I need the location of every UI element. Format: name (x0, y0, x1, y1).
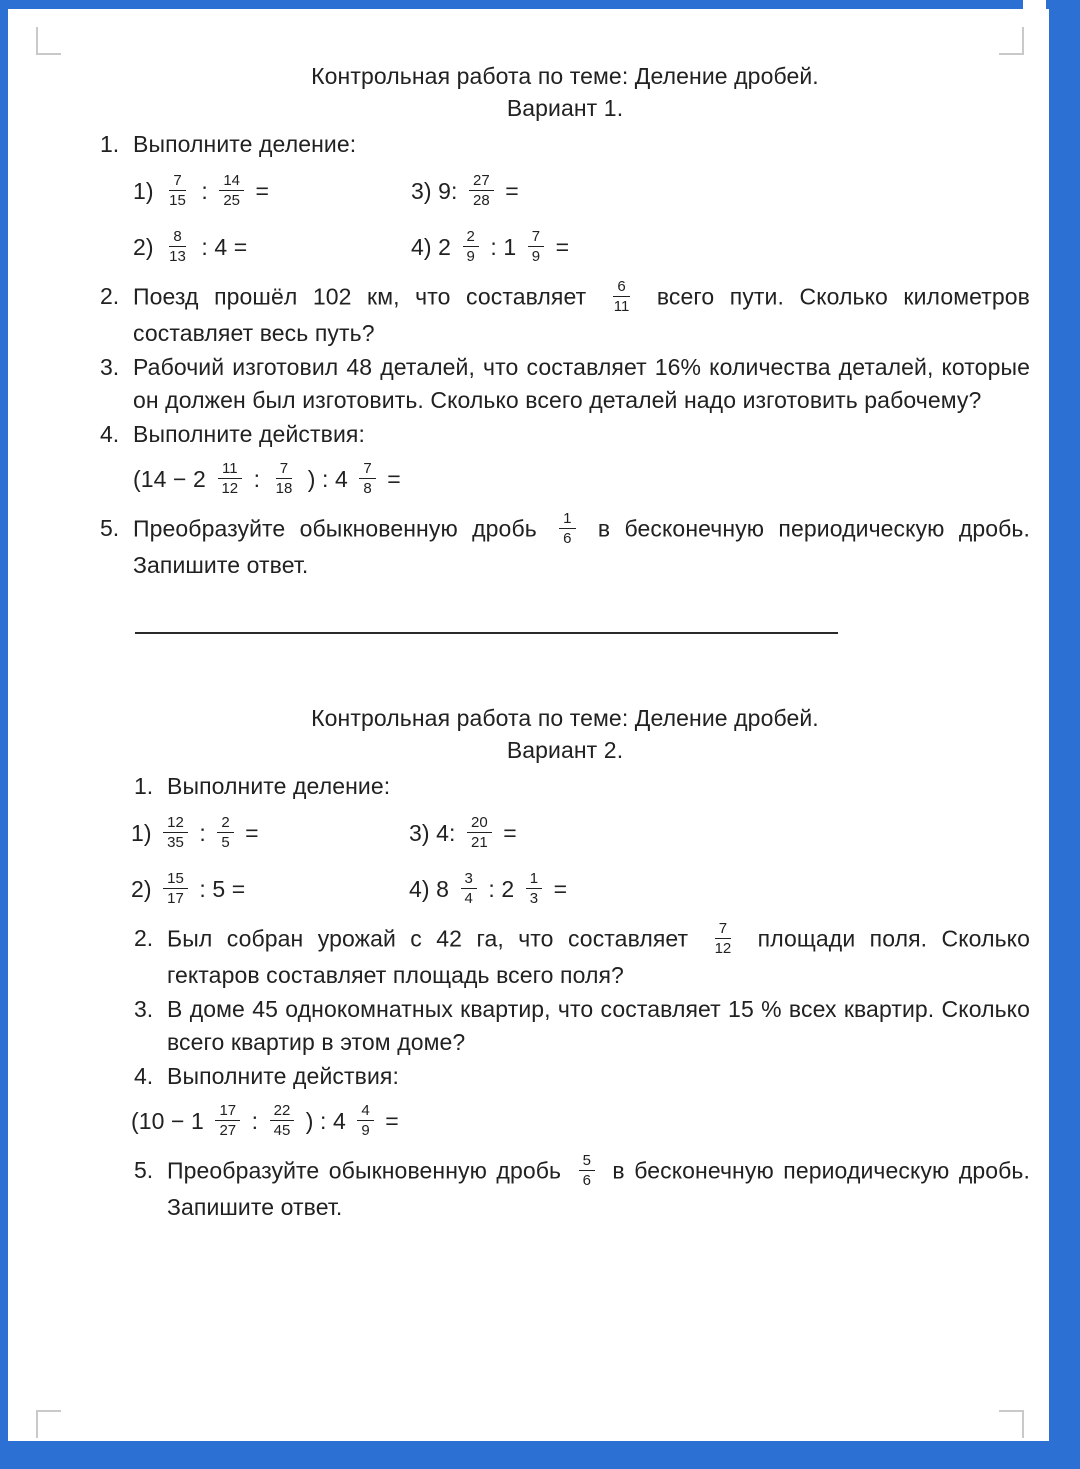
fraction (272, 460, 297, 497)
problem-expression (133, 221, 411, 273)
task-body (131, 1060, 1030, 1153)
worksheet-title: Контрольная работа по теме: Деление дробей. (311, 63, 819, 89)
task-item (100, 770, 1030, 921)
task-item (100, 993, 1030, 1059)
fraction (469, 172, 494, 209)
fraction (559, 510, 575, 547)
task-text (167, 922, 1030, 992)
text-run: = (498, 178, 519, 204)
fraction-denominator: 17 (167, 890, 184, 908)
fraction (579, 1152, 595, 1189)
fraction-numerator: 22 (270, 1102, 295, 1121)
task-body (167, 993, 1030, 1059)
task-item (100, 280, 1030, 350)
worksheet-title: Контрольная работа по теме: Деление дробей. (311, 705, 819, 731)
task-heading: Выполните деление: (167, 773, 391, 799)
task-number: 4. (100, 421, 120, 447)
text-run: Преобразуйте обыкновенную дробь (167, 1157, 571, 1184)
fraction (165, 172, 190, 209)
fraction-numerator: 5 (579, 1152, 595, 1171)
task-number: 5. (100, 515, 120, 541)
text-run: в бесконечную периодическую дробь. Запишите ответ. (133, 515, 1030, 578)
text-run: 4) 2 (411, 234, 458, 260)
text-run: : (194, 178, 215, 204)
document-content (100, 60, 1030, 1225)
text-run: : (245, 1108, 265, 1134)
problem-expression (409, 863, 567, 915)
fraction-denominator: 21 (471, 834, 488, 852)
task-item (100, 418, 1030, 511)
text-run: В доме 45 однокомнатных квартир, что составляет 15 % всех квартир. Сколько всего квартир в этом доме? (167, 996, 1030, 1055)
text-run: ) : 4 (299, 1108, 353, 1134)
fraction-numerator: 17 (215, 1102, 240, 1121)
task-body (133, 351, 1030, 417)
task-number: 3. (134, 996, 154, 1022)
text-run: = (549, 234, 570, 260)
fraction (163, 870, 188, 907)
text-run: 1) (133, 178, 161, 204)
task-text (133, 280, 1030, 350)
fraction-denominator: 6 (582, 1172, 591, 1189)
fraction-denominator: 28 (473, 192, 490, 210)
task-list (100, 128, 1030, 582)
fraction (215, 1102, 240, 1139)
text-run: 4) 8 (409, 876, 456, 902)
section-separator-line (135, 632, 838, 634)
task-heading: Выполните деление: (133, 131, 357, 157)
action-expression (131, 1093, 1030, 1149)
task-item (100, 1060, 1030, 1153)
fraction (217, 460, 242, 497)
text-run: всего пути. Сколько километров составляет весь путь? (133, 283, 1030, 346)
fraction (461, 870, 477, 907)
fraction-denominator: 8 (363, 480, 372, 498)
fraction (219, 172, 244, 209)
task-item (100, 512, 1030, 582)
fraction-denominator: 15 (169, 192, 186, 210)
text-run: Был собран урожай с 42 га, что составляет (167, 925, 703, 952)
text-run: = (547, 876, 568, 902)
fraction-numerator: 15 (163, 870, 188, 889)
fraction-denominator: 45 (273, 1122, 291, 1140)
fraction-numerator: 20 (467, 814, 492, 833)
text-run: Рабочий изготовил 48 деталей, что составляет 16% количества деталей, которые он должен был изготовить. Сколько всего деталей надо изготовить рабочему? (133, 354, 1030, 413)
variant-label: Вариант 1. (506, 95, 624, 121)
text-run: Преобразуйте обыкновенную дробь (133, 515, 552, 542)
task-number: 2. (100, 283, 120, 309)
fraction-numerator: 6 (613, 278, 629, 297)
fraction (526, 870, 542, 907)
fraction-numerator: 3 (461, 870, 477, 889)
problem-expression (131, 863, 409, 915)
fraction (270, 1102, 295, 1139)
text-run: 3) 4: (409, 820, 463, 846)
fraction-numerator: 11 (218, 460, 242, 479)
task-item (100, 1154, 1030, 1224)
fraction (610, 278, 634, 315)
fraction-numerator: 7 (169, 172, 185, 191)
task-text (133, 512, 1030, 582)
task-body (133, 280, 1030, 350)
task-number: 2. (134, 925, 154, 951)
fraction-denominator: 9 (361, 1122, 370, 1140)
task-item (100, 128, 1030, 279)
text-run: (10 − 1 (131, 1108, 211, 1134)
task-heading: Выполните действия: (167, 1063, 399, 1089)
fraction-denominator: 13 (169, 248, 186, 266)
text-run: (14 − 2 (133, 466, 213, 492)
task-heading: Выполните действия: (133, 421, 365, 447)
variant-label: Вариант 2. (506, 737, 624, 763)
task-text (167, 993, 1030, 1059)
fraction-numerator: 12 (163, 814, 188, 833)
action-expression (133, 451, 1030, 507)
task-body (167, 922, 1030, 992)
text-run: = (249, 178, 270, 204)
fraction-numerator: 1 (526, 870, 542, 889)
fraction (463, 228, 479, 265)
fraction-numerator: 2 (217, 814, 233, 833)
task-number: 1. (134, 773, 154, 799)
text-run: ) : 4 (301, 466, 355, 492)
app-frame-right (1049, 0, 1080, 1469)
fraction-denominator: 35 (167, 834, 184, 852)
page-corner-mark-bottom-left (36, 1410, 61, 1438)
fraction-numerator: 4 (357, 1102, 373, 1121)
fraction-denominator: 12 (714, 940, 732, 957)
app-frame-left (0, 0, 8, 1469)
problems-grid (133, 165, 1030, 273)
fraction-numerator: 7 (359, 460, 375, 479)
task-body (133, 418, 1030, 511)
task-text (167, 1154, 1030, 1224)
page-corner-mark-bottom-right (999, 1410, 1024, 1438)
task-item (100, 351, 1030, 417)
fraction-denominator: 3 (529, 890, 539, 908)
fraction (163, 814, 188, 851)
worksheet-variant-2 (100, 702, 1030, 1224)
app-frame-bottom (0, 1441, 1080, 1469)
app-frame-top (0, 0, 1080, 9)
fraction (711, 920, 736, 957)
fraction-denominator: 25 (223, 192, 241, 210)
problem-expression (409, 807, 567, 859)
fraction (165, 228, 190, 265)
fraction (217, 814, 233, 851)
frame-notch (1023, 0, 1046, 17)
text-run: площади поля. Сколько гектаров составляет площадь всего поля? (167, 925, 1030, 988)
task-body (131, 770, 1030, 921)
fraction-numerator: 27 (469, 172, 494, 191)
fraction-numerator: 8 (169, 228, 185, 247)
text-run: : 5 = (192, 876, 246, 902)
text-run: 1) (131, 820, 159, 846)
task-item (100, 922, 1030, 992)
text-run: 2) (131, 876, 159, 902)
fraction-numerator: 2 (463, 228, 479, 247)
text-run: = (238, 820, 259, 846)
text-run: : 4 = (194, 234, 248, 260)
text-run: = (496, 820, 517, 846)
fraction-numerator: 1 (559, 510, 575, 529)
text-run: 3) 9: (411, 178, 465, 204)
problem-expression (131, 807, 409, 859)
fraction-denominator: 9 (531, 248, 541, 266)
text-run: Поезд прошёл 102 км, что составляет (133, 283, 602, 310)
task-list (100, 770, 1030, 1224)
task-text (133, 351, 1030, 417)
problem-expression (411, 165, 569, 217)
fraction (467, 814, 492, 851)
fraction (357, 1102, 373, 1139)
problems-grid (131, 807, 1030, 915)
fraction-numerator: 14 (219, 172, 244, 191)
task-number: 3. (100, 354, 120, 380)
text-run: = (380, 466, 401, 492)
fraction-numerator: 7 (528, 228, 544, 247)
fraction (359, 460, 375, 497)
text-run: 2) (133, 234, 161, 260)
page-corner-mark-top-left (36, 27, 61, 55)
task-body (167, 1154, 1030, 1224)
fraction-denominator: 5 (221, 834, 230, 852)
fraction-denominator: 4 (464, 890, 473, 908)
task-body (133, 512, 1030, 582)
fraction-denominator: 12 (221, 480, 239, 498)
problem-expression (411, 221, 569, 273)
fraction-denominator: 6 (563, 530, 572, 547)
text-run: : (247, 466, 267, 492)
text-run: : 1 (483, 234, 523, 260)
fraction-numerator: 7 (276, 460, 292, 479)
task-body (133, 128, 1030, 279)
fraction-denominator: 18 (275, 480, 293, 498)
text-run: в бесконечную периодическую дробь. Запишите ответ. (167, 1157, 1030, 1220)
task-number: 4. (134, 1063, 154, 1089)
problem-expression (133, 165, 411, 217)
text-run: : 2 (481, 876, 521, 902)
fraction-denominator: 9 (466, 248, 475, 266)
fraction-denominator: 11 (613, 298, 630, 315)
fraction (528, 228, 544, 265)
text-run: = (378, 1108, 399, 1134)
fraction-numerator: 7 (715, 920, 731, 939)
text-run: : (192, 820, 213, 846)
page-corner-mark-top-right (999, 27, 1024, 55)
task-number: 5. (134, 1157, 154, 1183)
worksheet-variant-1 (100, 60, 1030, 582)
fraction-denominator: 27 (219, 1122, 237, 1140)
task-number: 1. (100, 131, 120, 157)
